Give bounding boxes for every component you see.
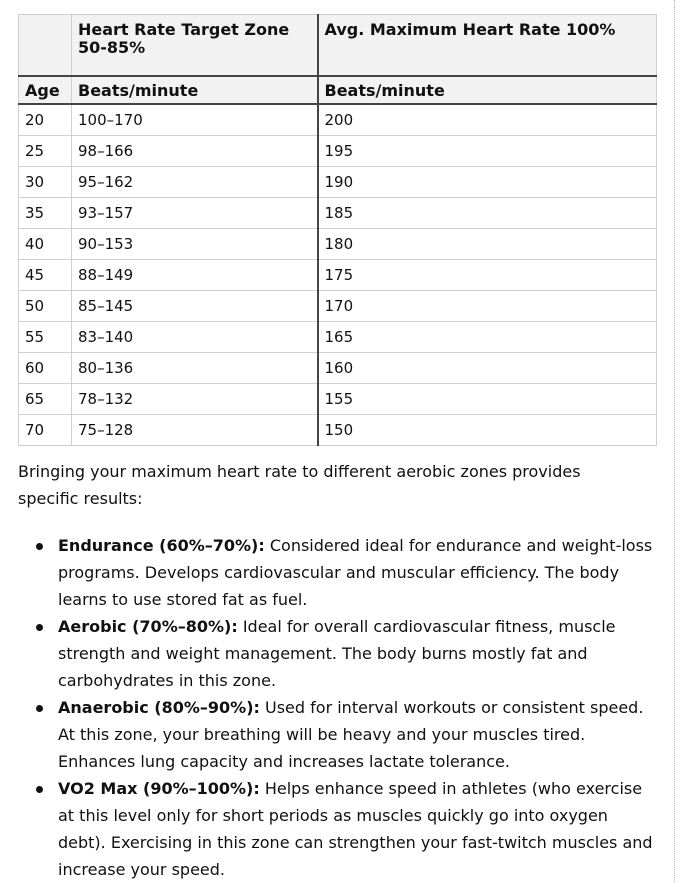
content — [18, 14, 656, 883]
age-cell: 45 — [19, 260, 72, 291]
list-item — [58, 694, 656, 775]
table-row — [19, 291, 657, 322]
max-cell: 155 — [318, 384, 657, 415]
table-header-row — [19, 15, 657, 77]
max-cell: 185 — [318, 198, 657, 229]
age-cell: 65 — [19, 384, 72, 415]
max-cell: 160 — [318, 353, 657, 384]
zone-name: Endurance (60%–70%): — [58, 536, 265, 555]
zone-cell: 100–170 — [72, 104, 318, 136]
age-cell: 35 — [19, 198, 72, 229]
header-max-rate: Avg. Maximum Heart Rate 100% — [318, 15, 657, 77]
table-row — [19, 229, 657, 260]
table-row — [19, 104, 657, 136]
header-empty-cell — [19, 15, 72, 77]
list-item — [58, 532, 656, 613]
max-cell: 195 — [318, 136, 657, 167]
table-subheader-row — [19, 76, 657, 104]
max-cell: 180 — [318, 229, 657, 260]
zone-cell: 88–149 — [72, 260, 318, 291]
zone-description: Considered ideal for endurance and weight-loss programs. Develops cardiovascular and muscular efficiency. The body learns to use stored fat as fuel. — [58, 536, 653, 609]
header-target-zone: Heart Rate Target Zone 50-85% — [72, 15, 318, 77]
zone-cell: 98–166 — [72, 136, 318, 167]
list-item — [58, 775, 656, 883]
header-max-unit: Beats/minute — [318, 76, 657, 104]
zone-cell: 78–132 — [72, 384, 318, 415]
table-row — [19, 136, 657, 167]
table-row — [19, 260, 657, 291]
zone-cell: 93–157 — [72, 198, 318, 229]
zone-name: VO2 Max (90%–100%): — [58, 779, 260, 798]
table-row — [19, 353, 657, 384]
zone-cell: 83–140 — [72, 322, 318, 353]
age-cell: 20 — [19, 104, 72, 136]
table-row — [19, 384, 657, 415]
max-cell: 165 — [318, 322, 657, 353]
zone-cell: 95–162 — [72, 167, 318, 198]
table-row — [19, 322, 657, 353]
zone-description: Used for interval workouts or consistent speed. At this zone, your breathing will be heavy and your muscles tired. Enhances lung capacity and increases lactate tolerance. — [58, 698, 644, 771]
age-cell: 40 — [19, 229, 72, 260]
age-cell: 50 — [19, 291, 72, 322]
zone-cell: 75–128 — [72, 415, 318, 446]
age-cell: 55 — [19, 322, 72, 353]
table-row — [19, 167, 657, 198]
age-cell: 60 — [19, 353, 72, 384]
header-age: Age — [19, 76, 72, 104]
zone-cell: 80–136 — [72, 353, 318, 384]
list-item — [58, 613, 656, 694]
zones-list — [18, 532, 656, 883]
age-cell: 70 — [19, 415, 72, 446]
zone-cell: 90–153 — [72, 229, 318, 260]
zone-name: Anaerobic (80%–90%): — [58, 698, 260, 717]
max-cell: 150 — [318, 415, 657, 446]
age-cell: 25 — [19, 136, 72, 167]
table-row — [19, 198, 657, 229]
intro-paragraph: Bringing your maximum heart rate to different aerobic zones provides specific results: — [18, 462, 581, 508]
page-border — [674, 0, 675, 882]
zone-name: Aerobic (70%–80%): — [58, 617, 238, 636]
zone-cell: 85–145 — [72, 291, 318, 322]
zone-description: Ideal for overall cardiovascular fitness, muscle strength and weight management. The body burns mostly fat and carbohydrates in this zone. — [58, 617, 616, 690]
max-cell: 200 — [318, 104, 657, 136]
header-target-unit: Beats/minute — [72, 76, 318, 104]
max-cell: 175 — [318, 260, 657, 291]
zone-description: Helps enhance speed in athletes (who exercise at this level only for short periods as muscles quickly go into oxygen debt). Exercising in this zone can strengthen your fast-twitch muscles and increase your speed. — [58, 779, 653, 879]
table-row — [19, 415, 657, 446]
age-cell: 30 — [19, 167, 72, 198]
max-cell: 190 — [318, 167, 657, 198]
heart-rate-table — [18, 14, 657, 446]
max-cell: 170 — [318, 291, 657, 322]
